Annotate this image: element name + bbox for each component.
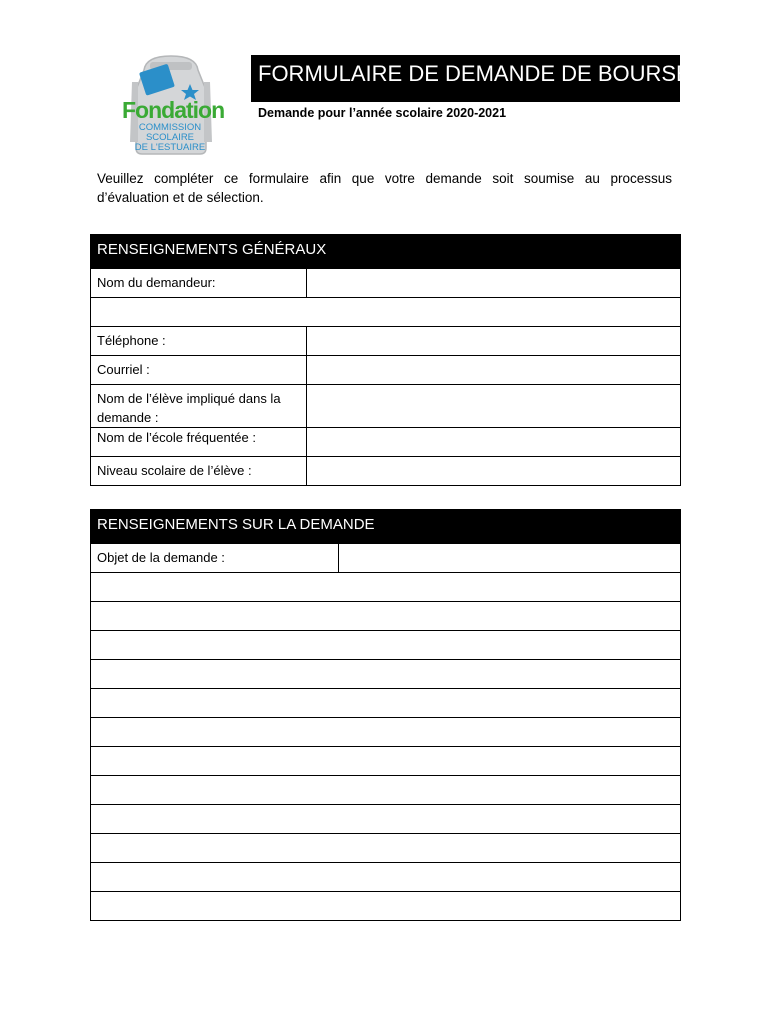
purpose-line[interactable] bbox=[91, 834, 681, 863]
logo-line-1: COMMISSION bbox=[138, 122, 202, 133]
request-info-table bbox=[90, 509, 681, 921]
logo-line-2: SCOLAIRE bbox=[145, 132, 195, 143]
purpose-line[interactable] bbox=[91, 718, 681, 747]
purpose-field[interactable] bbox=[339, 544, 681, 573]
purpose-line[interactable] bbox=[91, 689, 681, 718]
purpose-line[interactable] bbox=[91, 631, 681, 660]
intro-paragraph bbox=[97, 169, 672, 207]
purpose-line[interactable] bbox=[91, 660, 681, 689]
phone-label: Téléphone : bbox=[91, 327, 307, 356]
purpose-line[interactable] bbox=[91, 892, 681, 921]
school-name-label: Nom de l’école fréquentée : bbox=[91, 428, 307, 457]
purpose-label: Objet de la demande : bbox=[91, 544, 339, 573]
grade-level-field[interactable] bbox=[307, 457, 681, 486]
intro-line-1: Veuillez compléter ce formulaire afin que votre demande soit soumise au processus bbox=[97, 171, 672, 186]
email-label: Courriel : bbox=[91, 356, 307, 385]
general-info-heading: RENSEIGNEMENTS GÉNÉRAUX bbox=[91, 235, 681, 269]
purpose-line[interactable] bbox=[91, 863, 681, 892]
intro-line-2: d’évaluation et de sélection. bbox=[97, 190, 264, 205]
applicant-name-label: Nom du demandeur: bbox=[91, 269, 307, 298]
applicant-name-extra-field[interactable] bbox=[91, 298, 681, 327]
purpose-line[interactable] bbox=[91, 747, 681, 776]
fondation-logo bbox=[116, 52, 226, 156]
school-name-field[interactable] bbox=[307, 428, 681, 457]
applicant-name-field[interactable] bbox=[307, 269, 681, 298]
request-info-heading: RENSEIGNEMENTS SUR LA DEMANDE bbox=[91, 510, 681, 544]
purpose-line[interactable] bbox=[91, 805, 681, 834]
email-field[interactable] bbox=[307, 356, 681, 385]
purpose-line[interactable] bbox=[91, 573, 681, 602]
form-title: FORMULAIRE DE DEMANDE DE BOURSE bbox=[251, 55, 680, 102]
student-name-field[interactable] bbox=[307, 385, 681, 428]
student-name-label: Nom de l’élève impliqué dans la demande : bbox=[91, 385, 307, 428]
grade-level-label: Niveau scolaire de l’élève : bbox=[91, 457, 307, 486]
logo-brand-text: Fondation bbox=[122, 97, 225, 123]
school-year-subtitle: Demande pour l’année scolaire 2020-2021 bbox=[258, 106, 507, 120]
logo-line-3: DE L'ESTUAIRE bbox=[134, 142, 206, 153]
purpose-line[interactable] bbox=[91, 776, 681, 805]
general-info-table bbox=[90, 234, 681, 486]
purpose-line[interactable] bbox=[91, 602, 681, 631]
phone-field[interactable] bbox=[307, 327, 681, 356]
